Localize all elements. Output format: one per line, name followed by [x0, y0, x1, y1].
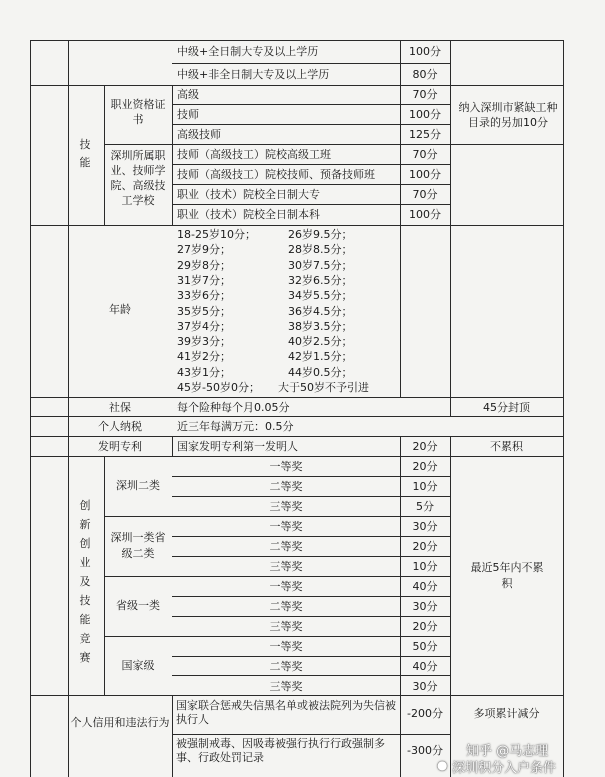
row-line — [172, 675, 450, 676]
qual-score: 125分 — [409, 128, 441, 141]
age-entry: 28岁8.5分； — [288, 243, 353, 257]
row-line — [30, 225, 564, 226]
age-entry: 40岁2.5分； — [288, 335, 353, 349]
skills-category: 技能 — [79, 138, 91, 169]
row-line — [172, 536, 450, 537]
age-entry: 35岁5分； — [177, 304, 231, 318]
award-score: 10分 — [412, 560, 438, 573]
row-line — [172, 596, 450, 597]
row-line — [172, 124, 450, 125]
award-level: 三等奖 — [269, 620, 303, 633]
age-entry: 38岁3.5分； — [288, 319, 353, 333]
age-entry: 43岁1分； — [177, 365, 231, 379]
award-level: 一等奖 — [269, 640, 303, 653]
school-item: 技师（高级技工）院校技师、预备技师班 — [177, 168, 375, 181]
age-entry: 44岁0.5分； — [288, 365, 353, 379]
qual-item: 高级技师 — [177, 128, 221, 141]
row-line — [30, 40, 564, 41]
age-entry: 45岁-50岁0分； — [177, 381, 260, 394]
age-entry: 37岁4分； — [177, 319, 231, 333]
col-line-item — [172, 695, 173, 777]
award-level: 一等奖 — [269, 520, 303, 533]
tax-category: 个人纳税 — [98, 420, 142, 433]
row-line — [172, 734, 450, 735]
credit-note: 多项累计减分 — [473, 707, 540, 720]
patent-item: 国家发明专利第一发明人 — [177, 440, 298, 453]
age-entry: 32岁6.5分； — [288, 273, 353, 287]
patent-note: 不累积 — [490, 440, 523, 453]
award-score: 40分 — [412, 580, 438, 593]
innovation-group-label: 深圳一类省级二类 — [110, 531, 166, 560]
innovation-group-label: 省级一类 — [116, 599, 160, 612]
age-entry: 41岁2分； — [177, 350, 231, 364]
age-entry: 36岁4.5分； — [288, 304, 353, 318]
age-entry: 33岁6分； — [177, 289, 231, 303]
row-line — [172, 184, 450, 185]
credit-category: 个人信用和违法行为 — [70, 716, 170, 729]
age-entry: 大于50岁不予引进 — [278, 381, 369, 394]
age-category: 年龄 — [109, 303, 131, 316]
row-line — [172, 164, 450, 165]
row-line — [104, 144, 564, 145]
edu-item: 中级+非全日制大专及以上学历 — [177, 68, 330, 81]
school-score: 70分 — [412, 188, 438, 201]
social-note: 45分封顶 — [483, 401, 530, 414]
row-line — [30, 416, 564, 417]
school-item: 职业（技术）院校全日制本科 — [177, 208, 320, 221]
zhihu-watermark: 知乎 @马志理 — [466, 744, 549, 759]
credit-score: -200分 — [407, 707, 443, 720]
award-score: 50分 — [412, 640, 438, 653]
row-line — [172, 63, 450, 64]
patent-score: 20分 — [412, 440, 438, 453]
qual-note: 纳入深圳市紧缺工种目录的另加10分 — [458, 101, 558, 129]
row-line — [172, 496, 450, 497]
age-entry: 29岁8分； — [177, 258, 231, 272]
qual-score: 100分 — [409, 108, 441, 121]
edu-item: 中级+全日制大专及以上学历 — [177, 45, 319, 58]
col-line-item — [172, 436, 173, 456]
row-line — [172, 616, 450, 617]
award-score: 30分 — [412, 520, 438, 533]
age-entry: 26岁9.5分； — [288, 228, 353, 241]
school-score: 70分 — [412, 148, 438, 161]
award-level: 三等奖 — [269, 560, 303, 573]
row-line — [30, 695, 564, 696]
award-level: 三等奖 — [269, 500, 303, 513]
innovation-note: 最近5年内不累积 — [470, 561, 544, 590]
award-score: 20分 — [412, 460, 438, 473]
school-score: 100分 — [409, 168, 441, 181]
credit-item: 国家联合惩戒失信黑名单或被法院列为失信被执行人 — [176, 699, 396, 726]
award-score: 10分 — [412, 480, 438, 493]
row-line — [172, 204, 450, 205]
patent-category: 发明专利 — [98, 440, 142, 453]
age-entry: 30岁7.5分； — [288, 258, 353, 272]
school-item: 职业（技术）院校全日制大专 — [177, 188, 320, 201]
innovation-category: 创新创业及技能竞赛 — [79, 499, 91, 664]
innovation-group-label: 国家级 — [121, 658, 155, 672]
qual-item: 技师 — [177, 108, 199, 121]
row-line — [172, 656, 450, 657]
edu-score: 100分 — [409, 45, 441, 58]
row-line — [104, 576, 450, 577]
wechat-watermark: 深圳积分入户条件 — [452, 761, 557, 776]
age-entry: 42岁1.5分； — [288, 350, 353, 364]
age-entry: 39岁3分； — [177, 335, 231, 349]
award-level: 三等奖 — [269, 680, 303, 693]
table-border-left — [30, 40, 31, 777]
age-entry: 18-25岁10分； — [177, 228, 256, 241]
row-line — [172, 104, 450, 105]
award-score: 20分 — [412, 540, 438, 553]
col-line-subgroup — [104, 85, 105, 225]
award-level: 一等奖 — [269, 580, 303, 593]
age-entry: 27岁9分； — [177, 243, 231, 257]
qual-group-label: 职业资格证书 — [110, 98, 166, 126]
credit-item: 被强制戒毒、因吸毒被强行执行行政强制多事、行政处罚记录 — [176, 737, 385, 764]
row-line — [104, 636, 450, 637]
social-item: 每个险种每个月0.05分 — [177, 401, 290, 414]
row-line — [172, 556, 450, 557]
tax-item: 近三年每满万元：0.5分 — [177, 420, 294, 433]
award-level: 二等奖 — [269, 660, 303, 673]
school-group-label: 深圳所属职业、技师学院、高级技工学校 — [110, 149, 166, 207]
row-line — [104, 516, 450, 517]
qual-item: 高级 — [177, 88, 199, 101]
award-level: 一等奖 — [269, 460, 303, 473]
innovation-group-label: 深圳二类 — [116, 479, 160, 492]
wechat-icon: ● — [437, 758, 448, 772]
row-line — [30, 436, 564, 437]
row-line — [30, 456, 564, 457]
award-score: 5分 — [416, 500, 434, 513]
award-score: 20分 — [412, 620, 438, 633]
qual-score: 70分 — [412, 88, 438, 101]
award-score: 30分 — [412, 600, 438, 613]
row-line — [172, 476, 450, 477]
age-entry: 31岁7分； — [177, 273, 231, 287]
credit-score: -300分 — [407, 744, 443, 757]
age-entry: 34岁5.5分； — [288, 289, 353, 303]
award-level: 二等奖 — [269, 480, 303, 493]
row-line — [30, 397, 564, 398]
row-line — [30, 85, 564, 86]
award-score: 30分 — [412, 680, 438, 693]
award-level: 二等奖 — [269, 600, 303, 613]
table-border-right — [563, 40, 564, 777]
edu-score: 80分 — [412, 68, 438, 81]
school-score: 100分 — [409, 208, 441, 221]
award-level: 二等奖 — [269, 540, 303, 553]
social-category: 社保 — [109, 401, 131, 414]
school-item: 技师（高级技工）院校高级工班 — [177, 148, 331, 161]
award-score: 40分 — [412, 660, 438, 673]
